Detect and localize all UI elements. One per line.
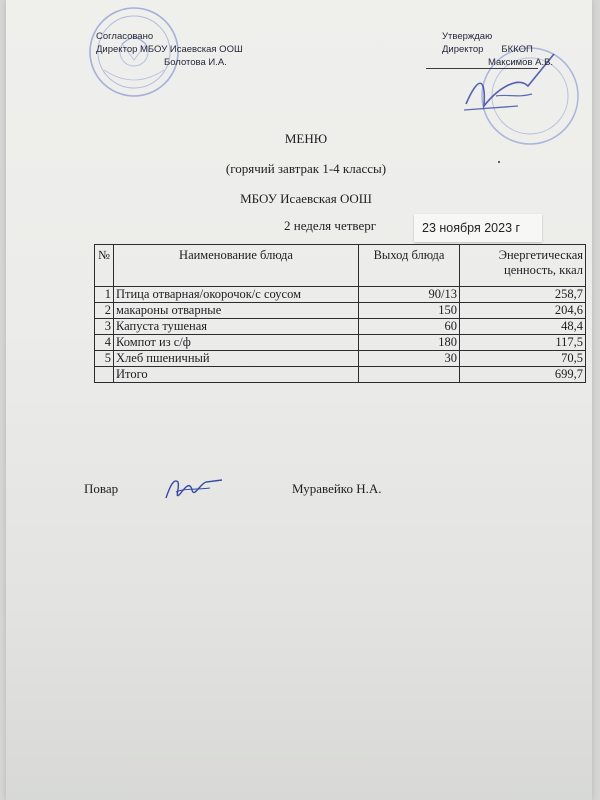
- column-header-yield: Выход блюда: [359, 245, 460, 287]
- approval-approved-role-line: [442, 43, 553, 56]
- menu-table: [94, 244, 586, 383]
- table-row: [95, 351, 586, 367]
- date-sticker: 23 ноября 2023 г: [414, 214, 542, 242]
- approval-approved-label: Утверждаю: [442, 31, 493, 42]
- table-row: [95, 335, 586, 351]
- row-number: 2: [95, 303, 114, 319]
- school-name: МБОУ Исаевская ООШ: [240, 191, 372, 206]
- cook-name: Муравейко Н.А.: [292, 481, 382, 496]
- dish-energy: 204,6: [460, 303, 586, 319]
- total-yield-empty: [359, 367, 460, 383]
- total-label: Итого: [114, 367, 359, 383]
- approval-approved-block: [442, 30, 553, 69]
- document-page: [6, 0, 592, 800]
- dish-energy: 48,4: [460, 319, 586, 335]
- approval-agreed-role: Директор МБОУ Исаевская ООШ: [96, 44, 243, 55]
- approval-agreed-label: Согласовано: [96, 31, 154, 42]
- row-number: 3: [95, 319, 114, 335]
- column-header-energy: Энергетическая ценность, ккал: [460, 245, 586, 287]
- dish-yield: 180: [359, 335, 460, 351]
- total-empty-cell: [95, 367, 114, 383]
- menu-title: МЕНЮ: [284, 131, 328, 146]
- signature-line: [426, 68, 538, 69]
- dish-energy: 258,7: [460, 287, 586, 303]
- dish-yield: 90/13: [359, 287, 460, 303]
- dish-energy: 117,5: [460, 335, 586, 351]
- menu-subtitle: (горячий завтрак 1-4 классы): [225, 161, 387, 176]
- table-header-row: [95, 245, 586, 287]
- row-number: 4: [95, 335, 114, 351]
- dish-name: Компот из с/ф: [114, 335, 359, 351]
- column-header-number: №: [95, 245, 114, 287]
- table-row: [95, 319, 586, 335]
- dish-yield: 150: [359, 303, 460, 319]
- dish-yield: 30: [359, 351, 460, 367]
- dish-yield: 60: [359, 319, 460, 335]
- row-number: 1: [95, 287, 114, 303]
- dish-energy: 70,5: [460, 351, 586, 367]
- cook-label: Повар: [84, 481, 119, 496]
- total-energy: 699,7: [460, 367, 586, 383]
- dish-name: Хлеб пшеничный: [114, 351, 359, 367]
- week-day: 2 неделя четверг: [284, 218, 377, 233]
- approval-approved-org: БККОП: [501, 44, 533, 55]
- dish-name: макароны отварные: [114, 303, 359, 319]
- approval-agreed-block: [96, 30, 243, 69]
- table-row: [95, 287, 586, 303]
- approval-approved-name: Максимов А.В.: [488, 57, 554, 68]
- row-number: 5: [95, 351, 114, 367]
- dish-name: Капуста тушеная: [114, 319, 359, 335]
- approval-agreed-name: Болотова И.А.: [164, 57, 227, 68]
- cook-signature: [156, 468, 236, 508]
- approval-approved-role: Директор: [442, 44, 484, 55]
- table-row: [95, 303, 586, 319]
- total-row: [95, 367, 586, 383]
- dish-name: Птица отварная/окорочок/с соусом: [114, 287, 359, 303]
- column-header-dish: Наименование блюда: [114, 245, 359, 287]
